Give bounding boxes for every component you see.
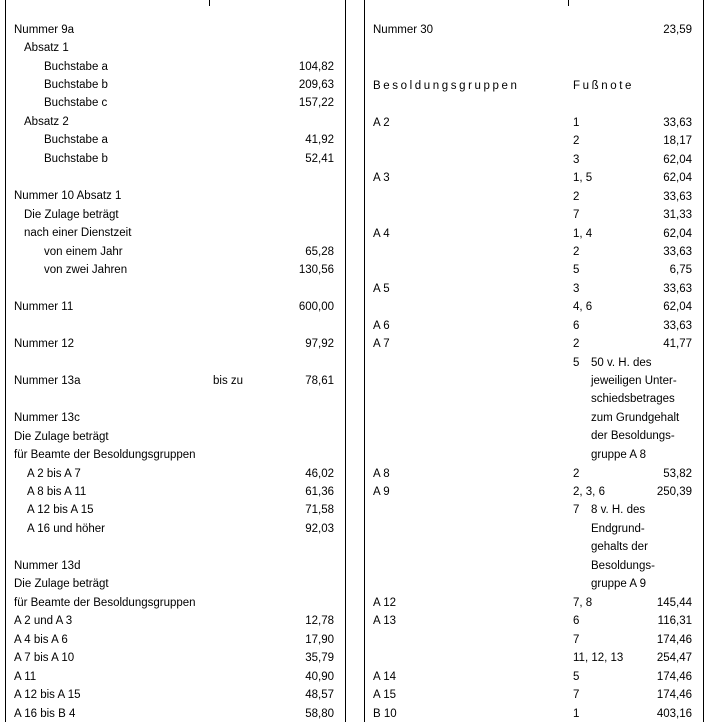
- right-table-panel: [364, 0, 704, 722]
- left-table-row: [6, 503, 345, 517]
- besoldungsgruppe-cell: A 12: [373, 597, 397, 609]
- fussnote-cell: 2: [573, 338, 580, 350]
- right-table-row: [365, 467, 703, 481]
- left-table-row: [6, 23, 345, 37]
- row-label: A 8 bis A 11: [27, 486, 87, 498]
- row-label: A 2 und A 3: [14, 615, 73, 627]
- fussnote-cell: 7: [573, 209, 580, 221]
- row-value: 46,02: [305, 468, 334, 480]
- row-label: Nummer 13c: [14, 412, 80, 424]
- row-value: 33,63: [663, 117, 692, 129]
- row-label: A 11: [14, 671, 37, 683]
- left-table-row: [6, 152, 345, 166]
- row-label: Buchstabe a: [44, 134, 108, 146]
- fussnote-header: Fußnote: [573, 80, 635, 92]
- footnote-note-text: 50 v. H. des: [591, 357, 652, 369]
- right-table-row: [365, 227, 703, 241]
- left-table-row: [6, 78, 345, 92]
- footnote-note-text: 8 v. H. des: [591, 504, 646, 516]
- row-label: Buchstabe c: [44, 97, 108, 109]
- fussnote-cell: 2: [573, 246, 580, 258]
- row-value: 62,04: [663, 228, 692, 240]
- right-table-row: [365, 596, 703, 610]
- fussnote-cell: 6: [573, 615, 580, 627]
- row-label: Nummer 11: [14, 301, 74, 313]
- row-label: A 7 bis A 10: [14, 652, 75, 664]
- right-table-row: [365, 707, 703, 721]
- row-label: Buchstabe a: [44, 61, 108, 73]
- row-label: A 16 und höher: [27, 523, 106, 535]
- fussnote-cell: 1: [573, 117, 580, 129]
- fussnote-cell: 1: [573, 708, 580, 720]
- besoldungsgruppe-cell: A 5: [373, 283, 390, 295]
- row-value: 6,75: [669, 264, 692, 276]
- right-table-row: [365, 688, 703, 702]
- right-table-row: [365, 356, 703, 370]
- row-value: 62,04: [663, 172, 692, 184]
- row-value: 130,56: [298, 264, 334, 276]
- row-value: 78,61: [305, 375, 334, 387]
- right-table-row: [365, 651, 703, 665]
- left-table-row: [6, 374, 345, 388]
- row-value: 17,90: [305, 634, 334, 646]
- column-divider-tick: [209, 0, 210, 6]
- row-value: 33,63: [663, 191, 692, 203]
- right-table-row: [365, 392, 703, 406]
- fussnote-cell: 6: [573, 320, 580, 332]
- besoldungsgruppe-cell: A 2: [373, 117, 390, 129]
- fussnote-cell: 3: [573, 283, 580, 295]
- fussnote-cell: 5: [573, 264, 580, 276]
- column-divider-tick: [568, 0, 569, 6]
- row-value: 71,58: [305, 504, 334, 516]
- right-table-row: [365, 171, 703, 185]
- besoldungsgruppe-cell: A 4: [373, 228, 390, 240]
- row-value: 174,46: [656, 689, 692, 701]
- left-table-row: [6, 577, 345, 591]
- besoldungsgruppe-cell: A 14: [373, 671, 397, 683]
- row-label: A 2 bis A 7: [27, 468, 81, 480]
- row-label: Die Zulage beträgt: [14, 431, 109, 443]
- right-table-row: [365, 190, 703, 204]
- fussnote-cell: 2, 3, 6: [573, 486, 605, 498]
- left-table-row: [6, 670, 345, 684]
- fussnote-cell: 2: [573, 135, 580, 147]
- left-table-row: [6, 614, 345, 628]
- row-value: 48,57: [305, 689, 334, 701]
- besoldungsgruppe-cell: A 3: [373, 172, 390, 184]
- row-value: 40,90: [305, 671, 334, 683]
- right-table-row: [365, 614, 703, 628]
- row-value: 209,63: [298, 79, 334, 91]
- row-value: 250,39: [656, 486, 692, 498]
- row-label: A 16 bis B 4: [14, 708, 76, 720]
- row-label: Nummer 30: [373, 24, 434, 36]
- right-table-row: [365, 282, 703, 296]
- nummer-30-row: [365, 23, 703, 37]
- right-table-row: [365, 522, 703, 536]
- left-table-row: [6, 522, 345, 536]
- row-value: 65,28: [305, 246, 334, 258]
- row-value: 97,92: [305, 338, 334, 350]
- left-table-row: [6, 707, 345, 721]
- row-label: für Beamte der Besoldungsgruppen: [14, 449, 196, 461]
- row-value: 23,59: [663, 24, 692, 36]
- left-table-row: [6, 559, 345, 573]
- row-label: Nummer 12: [14, 338, 75, 350]
- row-value: 403,16: [656, 708, 692, 720]
- row-label: für Beamte der Besoldungsgruppen: [14, 597, 196, 609]
- besoldungsgruppe-cell: A 6: [373, 320, 390, 332]
- left-table-row: [6, 467, 345, 481]
- right-table-row: [365, 633, 703, 647]
- row-value: 33,63: [663, 320, 692, 332]
- left-table-row: [6, 41, 345, 55]
- right-table-row: [365, 245, 703, 259]
- right-table-row: [365, 116, 703, 130]
- left-table-row: [6, 133, 345, 147]
- column-header-row: [365, 79, 703, 93]
- row-value: 145,44: [656, 597, 692, 609]
- besoldungsgruppe-cell: B 10: [373, 708, 397, 720]
- besoldungsgruppen-header: Besoldungsgruppen: [373, 80, 520, 92]
- right-table-row: [365, 300, 703, 314]
- left-table-row: [6, 633, 345, 647]
- left-table-row: [6, 226, 345, 240]
- left-table-row: [6, 411, 345, 425]
- right-table-row: [365, 263, 703, 277]
- right-table-row: [365, 134, 703, 148]
- fussnote-cell: 11, 12, 13: [573, 652, 624, 664]
- right-table-row: [365, 503, 703, 517]
- row-value: 18,17: [663, 135, 692, 147]
- besoldungsgruppe-cell: A 15: [373, 689, 397, 701]
- row-value: 62,04: [663, 301, 692, 313]
- left-table-row: [6, 300, 345, 314]
- footnote-note-text: gruppe A 9: [591, 578, 646, 590]
- footnote-note-text: jeweiligen Unter-: [591, 375, 677, 387]
- fussnote-cell: 7, 8: [573, 597, 593, 609]
- left-table-row: [6, 115, 345, 129]
- fussnote-cell: 2: [573, 191, 580, 203]
- row-value: 33,63: [663, 246, 692, 258]
- right-table-row: [365, 448, 703, 462]
- row-label: Absatz 1: [24, 42, 69, 54]
- left-table-panel: [5, 0, 346, 722]
- left-table-row: [6, 688, 345, 702]
- left-table-row: [6, 430, 345, 444]
- row-value: 174,46: [656, 671, 692, 683]
- left-table-row: [6, 448, 345, 462]
- row-value: 58,80: [305, 708, 334, 720]
- left-table-row: [6, 596, 345, 610]
- row-label: nach einer Dienstzeit: [24, 227, 132, 239]
- right-table-row: [365, 559, 703, 573]
- left-table-row: [6, 189, 345, 203]
- row-label: A 12 bis A 15: [27, 504, 94, 516]
- row-label: Buchstabe b: [44, 153, 108, 165]
- left-table-row: [6, 485, 345, 499]
- fussnote-cell: 1, 4: [573, 228, 593, 240]
- footnote-note-text: schiedsbetrages: [591, 393, 675, 405]
- row-value: 41,77: [663, 338, 692, 350]
- fussnote-cell: 7: [573, 634, 580, 646]
- row-value: 33,63: [663, 283, 692, 295]
- row-label: A 12 bis A 15: [14, 689, 81, 701]
- row-value: 92,03: [305, 523, 334, 535]
- fussnote-cell: 5: [573, 671, 580, 683]
- footnote-note-text: Besoldungs-: [591, 560, 655, 572]
- fussnote-cell: 7: [573, 504, 580, 516]
- right-table-row: [365, 208, 703, 222]
- row-qualifier: bis zu: [213, 375, 244, 387]
- row-label: Die Zulage beträgt: [24, 209, 119, 221]
- left-table-row: [6, 96, 345, 110]
- row-value: 12,78: [305, 615, 334, 627]
- right-table-row: [365, 411, 703, 425]
- right-table-row: [365, 153, 703, 167]
- row-label: Buchstabe b: [44, 79, 108, 91]
- row-label: Nummer 13a: [14, 375, 81, 387]
- row-value: 157,22: [298, 97, 334, 109]
- row-value: 104,82: [298, 61, 334, 73]
- fussnote-cell: 3: [573, 154, 580, 166]
- footnote-note-text: der Besoldungs-: [591, 430, 675, 442]
- besoldungsgruppe-cell: A 8: [373, 468, 390, 480]
- fussnote-cell: 5: [573, 357, 580, 369]
- footnote-note-text: gruppe A 8: [591, 449, 646, 461]
- footnote-note-text: gehalts der: [591, 541, 648, 553]
- left-table-row: [6, 337, 345, 351]
- row-value: 52,41: [305, 153, 334, 165]
- row-label: Nummer 9a: [14, 24, 75, 36]
- right-table-row: [365, 319, 703, 333]
- row-value: 174,46: [656, 634, 692, 646]
- left-table-row: [6, 208, 345, 222]
- right-table-row: [365, 577, 703, 591]
- fussnote-cell: 7: [573, 689, 580, 701]
- fussnote-cell: 4, 6: [573, 301, 593, 313]
- right-table-row: [365, 540, 703, 554]
- left-table-row: [6, 60, 345, 74]
- row-label: Absatz 2: [24, 116, 69, 128]
- row-label: Nummer 10 Absatz 1: [14, 190, 122, 202]
- row-value: 254,47: [656, 652, 692, 664]
- row-label: Nummer 13d: [14, 560, 81, 572]
- row-value: 116,31: [657, 615, 692, 627]
- besoldungsgruppe-cell: A 7: [373, 338, 390, 350]
- row-value: 62,04: [663, 154, 692, 166]
- row-label: von einem Jahr: [44, 246, 123, 258]
- right-table-row: [365, 374, 703, 388]
- row-value: 61,36: [305, 486, 334, 498]
- besoldungsgruppe-cell: A 13: [373, 615, 397, 627]
- besoldungsgruppe-cell: A 9: [373, 486, 390, 498]
- right-table-row: [365, 485, 703, 499]
- row-value: 35,79: [305, 652, 334, 664]
- row-label: von zwei Jahren: [44, 264, 128, 276]
- fussnote-cell: 1, 5: [573, 172, 593, 184]
- fussnote-cell: 2: [573, 468, 580, 480]
- row-label: A 4 bis A 6: [14, 634, 68, 646]
- footnote-note-text: Endgrund-: [591, 523, 645, 535]
- row-value: 600,00: [298, 301, 334, 313]
- row-label: Die Zulage beträgt: [14, 578, 109, 590]
- row-value: 53,82: [663, 468, 692, 480]
- row-value: 41,92: [305, 134, 334, 146]
- left-table-row: [6, 245, 345, 259]
- footnote-note-text: zum Grundgehalt: [591, 412, 680, 424]
- right-table-row: [365, 429, 703, 443]
- right-table-row: [365, 670, 703, 684]
- left-table-row: [6, 263, 345, 277]
- row-value: 31,33: [663, 209, 692, 221]
- left-table-row: [6, 651, 345, 665]
- right-table-row: [365, 337, 703, 351]
